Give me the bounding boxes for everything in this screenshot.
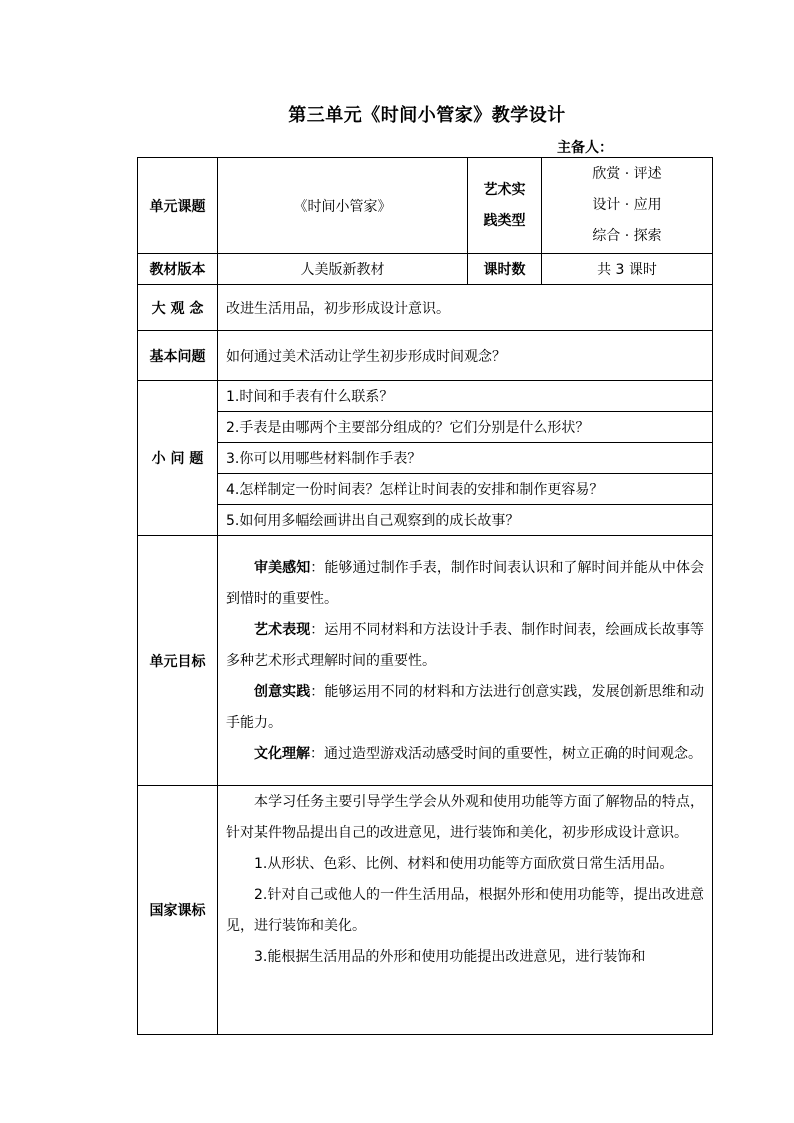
big-idea-value: 改进生活用品，初步形成设计意识。 — [218, 285, 713, 331]
sub-question-row — [138, 443, 713, 474]
practice-type-label — [468, 158, 542, 254]
sub-question-item: 5.如何用多幅绘画讲出自己观察到的成长故事？ — [218, 505, 713, 536]
hours-value: 共 3 课时 — [542, 254, 713, 285]
basic-question-row — [138, 331, 713, 381]
sub-question-item: 1.时间和手表有什么联系？ — [218, 381, 713, 412]
unit-topic-row — [138, 158, 713, 254]
standard-paragraph: 2.针对自己或他人的一件生活用品，根据外形和使用功能等，提出改进意见，进行装饰和美化。 — [226, 887, 704, 934]
basic-question-label: 基本问题 — [138, 331, 218, 381]
sub-question-item: 4.怎样制定一份时间表？怎样让时间表的安排和制作更容易？ — [218, 474, 713, 505]
sub-question-row — [138, 412, 713, 443]
unit-goals-label: 单元目标 — [138, 536, 218, 786]
unit-topic-value: 《时间小管家》 — [218, 158, 468, 254]
practice-type-label-line1: 艺术实 — [483, 181, 526, 198]
unit-topic-label: 单元课题 — [138, 158, 218, 254]
practice-type-label-line2: 践类型 — [483, 212, 526, 229]
document-title: 第三单元《时间小管家》教学设计 — [288, 105, 566, 126]
standards-content — [218, 786, 713, 1035]
preparer-label: 主备人： — [557, 140, 613, 156]
sub-questions-label: 小 问 题 — [138, 381, 218, 536]
sub-question-item: 2.手表是由哪两个主要部分组成的？它们分别是什么形状？ — [218, 412, 713, 443]
unit-goals-content — [218, 536, 713, 786]
practice-type-list — [542, 158, 713, 254]
unit-goal-paragraph — [226, 553, 704, 615]
practice-type-item: 综合 · 探索 — [592, 228, 662, 244]
unit-goal-key: 审美感知 — [254, 559, 311, 576]
textbook-row — [138, 254, 713, 285]
standards-row — [138, 786, 713, 1035]
textbook-label: 教材版本 — [138, 254, 218, 285]
unit-goal-text: ：能够运用不同的材料和方法进行创意实践，发展创新思维和动手能力。 — [226, 683, 705, 731]
standards-label: 国家课标 — [138, 786, 218, 1035]
big-idea-row — [138, 285, 713, 331]
practice-type-item: 欣赏 · 评述 — [592, 166, 662, 182]
standard-paragraph: 本学习任务主要引导学生学会从外观和使用功能等方面了解物品的特点，针对某件物品提出自己的改进意见，进行装饰和美化，初步形成设计意识。 — [226, 794, 704, 841]
standard-paragraph: 3.能根据生活用品的外形和使用功能提出改进意见，进行装饰和 — [254, 949, 646, 965]
unit-goal-paragraph — [226, 615, 704, 677]
textbook-value: 人美版新教材 — [218, 254, 468, 285]
unit-goal-key: 文化理解 — [254, 745, 310, 762]
standard-paragraph: 1.从形状、色彩、比例、材料和使用功能等方面欣赏日常生活用品。 — [254, 856, 674, 872]
unit-goal-paragraph — [226, 739, 704, 770]
basic-question-value: 如何通过美术活动让学生初步形成时间观念？ — [218, 331, 713, 381]
practice-type-item: 设计 · 应用 — [592, 197, 662, 213]
unit-goal-key: 艺术表现 — [254, 621, 311, 638]
lesson-design-table — [137, 157, 713, 1035]
unit-goal-key: 创意实践 — [254, 683, 311, 700]
unit-goals-row — [138, 536, 713, 786]
big-idea-label: 大 观 念 — [138, 285, 218, 331]
unit-goal-paragraph — [226, 677, 704, 739]
hours-label: 课时数 — [468, 254, 542, 285]
sub-question-row — [138, 505, 713, 536]
sub-question-row — [138, 474, 713, 505]
unit-goal-text: ：运用不同材料和方法设计手表、制作时间表，绘画成长故事等多种艺术形式理解时间的重要性。 — [226, 621, 705, 669]
sub-question-row — [138, 381, 713, 412]
unit-goal-text: ：通过造型游戏活动感受时间的重要性，树立正确的时间观念。 — [310, 745, 702, 762]
sub-question-item: 3.你可以用哪些材料制作手表？ — [218, 443, 713, 474]
unit-goal-text: ：能够通过制作手表，制作时间表认识和了解时间并能从中体会到惜时的重要性。 — [226, 559, 705, 607]
